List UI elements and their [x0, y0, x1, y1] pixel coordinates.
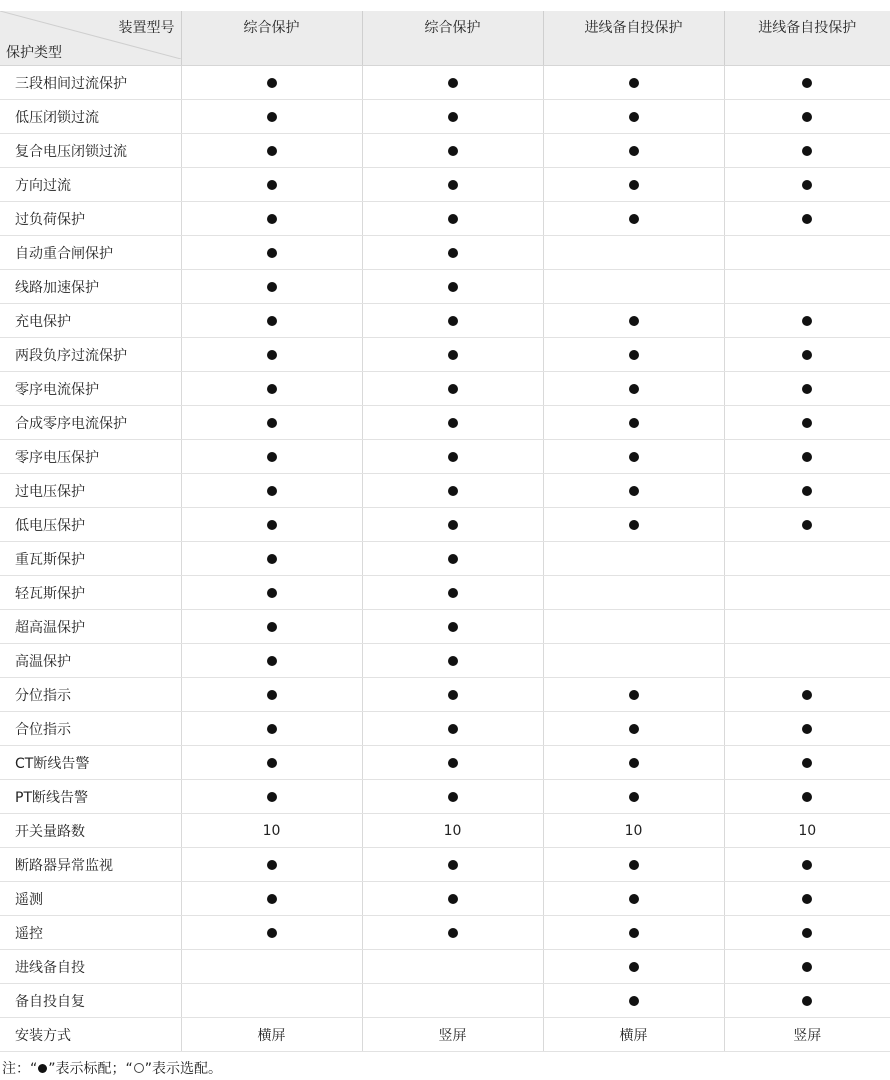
table-row [0, 406, 890, 440]
table-row [0, 236, 890, 270]
table-row [0, 66, 890, 100]
table-row [0, 270, 890, 304]
table-cell [362, 372, 543, 406]
hollow-circle-icon [134, 1063, 144, 1073]
table-cell [543, 644, 724, 678]
table-row [0, 202, 890, 236]
standard-dot-icon [267, 690, 277, 700]
standard-dot-icon [448, 316, 458, 326]
standard-dot-icon [448, 214, 458, 224]
standard-dot-icon [267, 860, 277, 870]
table-cell [362, 542, 543, 576]
table-cell [543, 202, 724, 236]
standard-dot-icon [629, 146, 639, 156]
table-cell [724, 746, 890, 780]
table-cell [181, 848, 362, 882]
table-cell [724, 780, 890, 814]
table-cell [181, 304, 362, 338]
table-cell [724, 66, 890, 100]
standard-dot-icon [802, 690, 812, 700]
table-cell [543, 508, 724, 542]
standard-dot-icon [802, 520, 812, 530]
standard-dot-icon [267, 758, 277, 768]
table-row [0, 1018, 890, 1052]
standard-dot-icon [448, 452, 458, 462]
table-row [0, 916, 890, 950]
row-label: 低电压保护 [0, 508, 181, 542]
row-label: 合位指示 [0, 712, 181, 746]
table-cell [724, 168, 890, 202]
table-cell [724, 644, 890, 678]
table-cell [181, 576, 362, 610]
filled-dot-icon [38, 1064, 47, 1073]
row-label: 重瓦斯保护 [0, 542, 181, 576]
table-cell [181, 882, 362, 916]
table-cell [181, 270, 362, 304]
table-cell [181, 100, 362, 134]
row-label: PT断线告警 [0, 780, 181, 814]
table-cell [724, 100, 890, 134]
standard-dot-icon [448, 554, 458, 564]
footnote-optional-text: ”表示选配。 [144, 1061, 223, 1077]
table-cell [543, 848, 724, 882]
footnote [2, 1058, 222, 1078]
standard-dot-icon [448, 180, 458, 190]
table-row [0, 950, 890, 984]
table-cell [543, 780, 724, 814]
standard-dot-icon [802, 180, 812, 190]
table-row [0, 984, 890, 1018]
table-cell [181, 712, 362, 746]
table-cell [543, 746, 724, 780]
table-row [0, 508, 890, 542]
standard-dot-icon [629, 520, 639, 530]
standard-dot-icon [802, 962, 812, 972]
table-cell [362, 576, 543, 610]
table-cell [543, 406, 724, 440]
row-label: 轻瓦斯保护 [0, 576, 181, 610]
table-cell [543, 440, 724, 474]
table-cell [362, 406, 543, 440]
table-cell [724, 984, 890, 1018]
table-cell [543, 270, 724, 304]
table-cell [181, 610, 362, 644]
table-cell [724, 202, 890, 236]
table-cell [181, 644, 362, 678]
row-label: 过电压保护 [0, 474, 181, 508]
standard-dot-icon [267, 350, 277, 360]
standard-dot-icon [629, 758, 639, 768]
standard-dot-icon [629, 860, 639, 870]
row-label: 备自投自复 [0, 984, 181, 1018]
table-cell: 10 [543, 814, 724, 848]
table-cell [724, 678, 890, 712]
table-cell [362, 610, 543, 644]
column-header: 综合保护 [362, 11, 543, 66]
table-cell [181, 508, 362, 542]
table-cell [362, 134, 543, 168]
standard-dot-icon [448, 690, 458, 700]
standard-dot-icon [448, 248, 458, 258]
table-row [0, 474, 890, 508]
standard-dot-icon [629, 316, 639, 326]
table-row [0, 100, 890, 134]
table-row [0, 168, 890, 202]
table-cell [181, 474, 362, 508]
standard-dot-icon [448, 112, 458, 122]
row-label: 安装方式 [0, 1018, 181, 1052]
standard-dot-icon [448, 758, 458, 768]
table-cell [181, 746, 362, 780]
table-cell [181, 678, 362, 712]
standard-dot-icon [267, 112, 277, 122]
table-cell: 竖屏 [724, 1018, 890, 1052]
table-cell [724, 440, 890, 474]
standard-dot-icon [267, 520, 277, 530]
table-row [0, 678, 890, 712]
table-cell [543, 168, 724, 202]
standard-dot-icon [267, 656, 277, 666]
table-row [0, 304, 890, 338]
row-label: 高温保护 [0, 644, 181, 678]
table-cell [362, 304, 543, 338]
standard-dot-icon [267, 588, 277, 598]
table-row [0, 712, 890, 746]
row-label: 零序电压保护 [0, 440, 181, 474]
row-label: 充电保护 [0, 304, 181, 338]
row-label: 自动重合闸保护 [0, 236, 181, 270]
standard-dot-icon [629, 452, 639, 462]
standard-dot-icon [629, 962, 639, 972]
standard-dot-icon [267, 452, 277, 462]
standard-dot-icon [629, 384, 639, 394]
table-cell [362, 202, 543, 236]
column-header: 进线备自投保护 [724, 11, 890, 66]
table-cell [181, 950, 362, 984]
table-cell [181, 780, 362, 814]
table-row [0, 644, 890, 678]
table-cell [362, 984, 543, 1018]
standard-dot-icon [267, 792, 277, 802]
column-header: 综合保护 [181, 11, 362, 66]
table-cell [362, 644, 543, 678]
table-cell [181, 916, 362, 950]
table-cell [362, 66, 543, 100]
standard-dot-icon [448, 622, 458, 632]
standard-dot-icon [448, 78, 458, 88]
table-cell [543, 610, 724, 644]
table-cell [724, 576, 890, 610]
standard-dot-icon [629, 690, 639, 700]
standard-dot-icon [629, 180, 639, 190]
table-row [0, 440, 890, 474]
table-cell [724, 304, 890, 338]
standard-dot-icon [629, 418, 639, 428]
table-cell [724, 270, 890, 304]
row-label: 进线备自投 [0, 950, 181, 984]
row-label: 零序电流保护 [0, 372, 181, 406]
standard-dot-icon [448, 656, 458, 666]
table-cell [724, 338, 890, 372]
standard-dot-icon [802, 724, 812, 734]
standard-dot-icon [629, 894, 639, 904]
standard-dot-icon [802, 214, 812, 224]
standard-dot-icon [267, 248, 277, 258]
table-cell [362, 746, 543, 780]
table-cell [362, 440, 543, 474]
standard-dot-icon [267, 146, 277, 156]
table-row [0, 576, 890, 610]
table-cell [181, 542, 362, 576]
standard-dot-icon [267, 622, 277, 632]
table-row [0, 610, 890, 644]
standard-dot-icon [448, 894, 458, 904]
table-cell [724, 950, 890, 984]
table-cell [543, 712, 724, 746]
table-cell [181, 338, 362, 372]
footnote-standard-text: ”表示标配；“ [48, 1061, 133, 1077]
standard-dot-icon [629, 78, 639, 88]
table-cell [543, 882, 724, 916]
table-cell [181, 440, 362, 474]
standard-dot-icon [629, 486, 639, 496]
standard-dot-icon [629, 350, 639, 360]
table-cell [181, 168, 362, 202]
table-row [0, 372, 890, 406]
table-cell [724, 610, 890, 644]
table-row [0, 338, 890, 372]
table-cell [181, 66, 362, 100]
standard-dot-icon [448, 588, 458, 598]
table-cell [724, 236, 890, 270]
table-cell [724, 372, 890, 406]
standard-dot-icon [802, 860, 812, 870]
footnote-prefix: 注：“ [2, 1061, 38, 1077]
table-cell [543, 66, 724, 100]
table-cell [362, 474, 543, 508]
standard-dot-icon [267, 180, 277, 190]
standard-dot-icon [448, 282, 458, 292]
table-cell: 横屏 [543, 1018, 724, 1052]
table-cell: 竖屏 [362, 1018, 543, 1052]
standard-dot-icon [802, 384, 812, 394]
table-cell [181, 202, 362, 236]
row-label: 三段相间过流保护 [0, 66, 181, 100]
row-label: CT断线告警 [0, 746, 181, 780]
row-label: 方向过流 [0, 168, 181, 202]
row-label: 分位指示 [0, 678, 181, 712]
standard-dot-icon [267, 282, 277, 292]
table-cell [181, 406, 362, 440]
row-label: 过负荷保护 [0, 202, 181, 236]
table-cell [543, 950, 724, 984]
standard-dot-icon [802, 928, 812, 938]
table-cell [724, 508, 890, 542]
standard-dot-icon [802, 996, 812, 1006]
standard-dot-icon [267, 554, 277, 564]
standard-dot-icon [802, 350, 812, 360]
row-label: 两段负序过流保护 [0, 338, 181, 372]
table-row [0, 882, 890, 916]
table-cell [362, 168, 543, 202]
table-cell [724, 882, 890, 916]
standard-dot-icon [267, 316, 277, 326]
standard-dot-icon [448, 350, 458, 360]
table-cell [181, 372, 362, 406]
table-cell [362, 270, 543, 304]
standard-dot-icon [448, 384, 458, 394]
standard-dot-icon [629, 792, 639, 802]
standard-dot-icon [448, 724, 458, 734]
standard-dot-icon [802, 112, 812, 122]
table-cell [724, 712, 890, 746]
standard-dot-icon [802, 418, 812, 428]
table-cell [543, 576, 724, 610]
table-cell [181, 236, 362, 270]
row-label: 线路加速保护 [0, 270, 181, 304]
standard-dot-icon [267, 78, 277, 88]
device-model-label: 装置型号 [118, 20, 175, 36]
table-cell [543, 678, 724, 712]
table-cell [724, 916, 890, 950]
standard-dot-icon [267, 384, 277, 394]
row-label: 遥测 [0, 882, 181, 916]
standard-dot-icon [802, 758, 812, 768]
standard-dot-icon [267, 894, 277, 904]
table-cell [724, 474, 890, 508]
row-label: 遥控 [0, 916, 181, 950]
header-row [0, 11, 890, 66]
standard-dot-icon [267, 418, 277, 428]
table-cell [543, 372, 724, 406]
standard-dot-icon [267, 928, 277, 938]
table-cell [362, 712, 543, 746]
table-cell: 10 [724, 814, 890, 848]
table-cell [362, 848, 543, 882]
protection-type-label: 保护类型 [6, 45, 62, 61]
table-row [0, 848, 890, 882]
table-cell [543, 338, 724, 372]
standard-dot-icon [802, 146, 812, 156]
standard-dot-icon [629, 214, 639, 224]
table-cell [362, 882, 543, 916]
table-cell [362, 236, 543, 270]
table-cell [724, 406, 890, 440]
table-cell: 10 [362, 814, 543, 848]
row-label: 复合电压闭锁过流 [0, 134, 181, 168]
standard-dot-icon [802, 792, 812, 802]
standard-dot-icon [267, 214, 277, 224]
standard-dot-icon [629, 112, 639, 122]
table-cell [362, 508, 543, 542]
row-label: 开关量路数 [0, 814, 181, 848]
table-cell [724, 542, 890, 576]
standard-dot-icon [448, 520, 458, 530]
table-cell [724, 848, 890, 882]
table-cell [543, 134, 724, 168]
table-cell [362, 678, 543, 712]
table-cell [724, 134, 890, 168]
standard-dot-icon [267, 486, 277, 496]
corner-header-cell [0, 11, 181, 66]
standard-dot-icon [448, 486, 458, 496]
standard-dot-icon [802, 316, 812, 326]
column-header: 进线备自投保护 [543, 11, 724, 66]
table-cell [362, 338, 543, 372]
standard-dot-icon [448, 146, 458, 156]
standard-dot-icon [629, 928, 639, 938]
standard-dot-icon [802, 894, 812, 904]
standard-dot-icon [448, 418, 458, 428]
table-row [0, 134, 890, 168]
standard-dot-icon [629, 996, 639, 1006]
row-label: 合成零序电流保护 [0, 406, 181, 440]
table-cell [543, 100, 724, 134]
table-row [0, 814, 890, 848]
table-cell [543, 916, 724, 950]
table-cell [362, 780, 543, 814]
table-cell [362, 916, 543, 950]
row-label: 断路器异常监视 [0, 848, 181, 882]
standard-dot-icon [802, 452, 812, 462]
standard-dot-icon [448, 928, 458, 938]
row-label: 低压闭锁过流 [0, 100, 181, 134]
table-cell [543, 474, 724, 508]
table-row [0, 746, 890, 780]
standard-dot-icon [448, 860, 458, 870]
standard-dot-icon [802, 78, 812, 88]
table-cell [543, 236, 724, 270]
table-cell [543, 542, 724, 576]
spec-table [0, 11, 890, 1052]
table-cell [543, 304, 724, 338]
table-row [0, 542, 890, 576]
table-cell [181, 984, 362, 1018]
standard-dot-icon [448, 792, 458, 802]
standard-dot-icon [629, 724, 639, 734]
table-cell [181, 134, 362, 168]
table-cell [543, 984, 724, 1018]
table-row [0, 780, 890, 814]
table-cell [362, 100, 543, 134]
standard-dot-icon [802, 486, 812, 496]
standard-dot-icon [267, 724, 277, 734]
table-cell: 横屏 [181, 1018, 362, 1052]
row-label: 超高温保护 [0, 610, 181, 644]
table-cell [362, 950, 543, 984]
table-cell: 10 [181, 814, 362, 848]
